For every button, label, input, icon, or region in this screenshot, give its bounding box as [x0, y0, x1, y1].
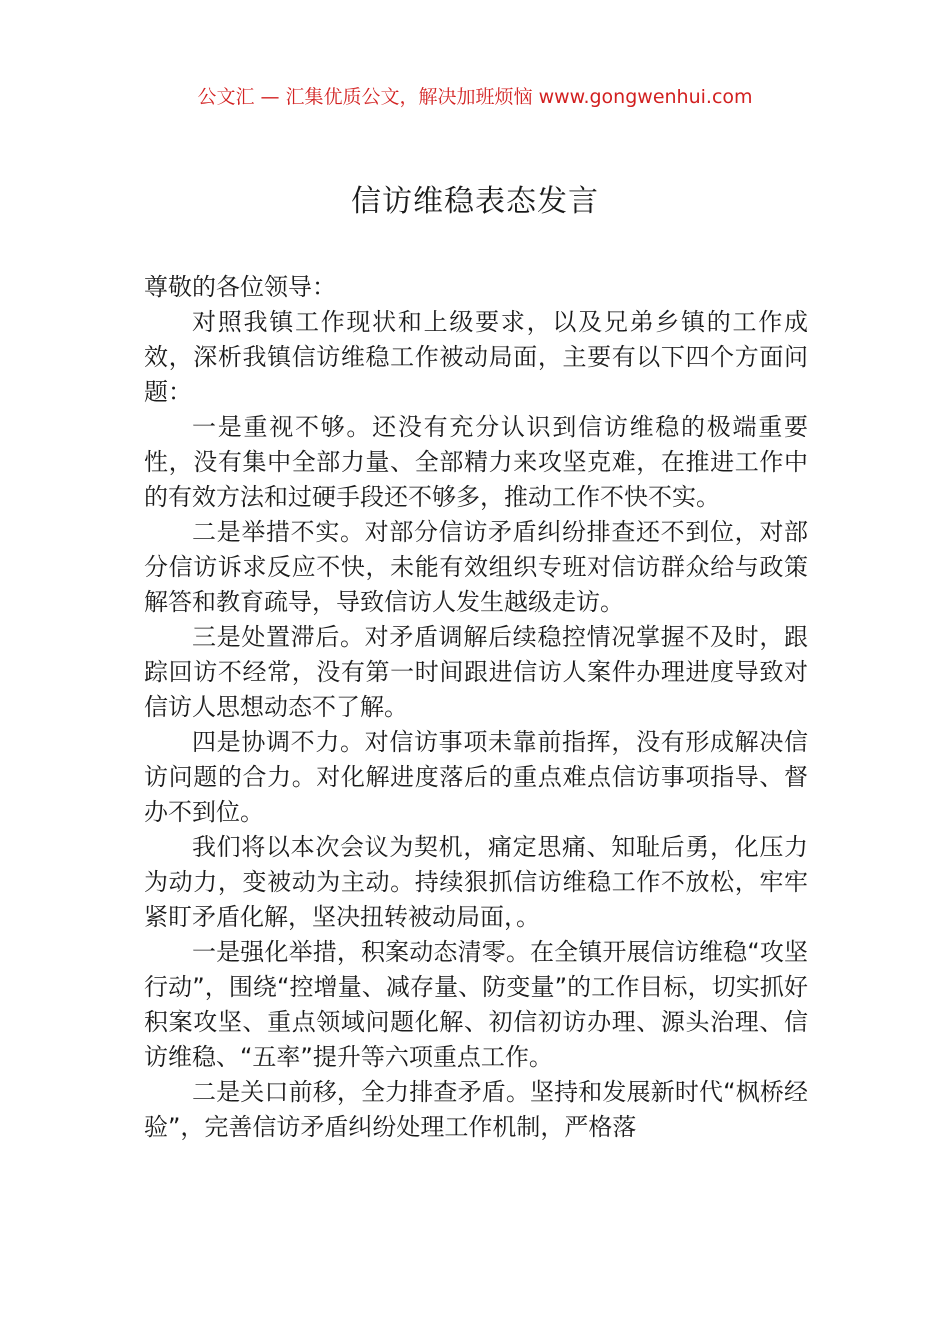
paragraph-problem-4: 四是协调不力。对信访事项未靠前指挥，没有形成解决信访问题的合力。对化解进度落后的重点难点信访事项指导、督办不到位。 — [144, 728, 808, 826]
salutation: 尊敬的各位领导： — [144, 273, 336, 301]
paragraph-measure-1: 一是强化举措，积案动态清零。在全镇开展信访维稳“攻坚行动”，围绕“控增量、减存量、防变量”的工作目标，切实抓好积案攻坚、重点领域问题化解、初信初访办理、源头治理、信访维稳、“五率”提升等六项重点工作。 — [144, 938, 808, 1071]
document-title: 信访维稳表态发言 — [351, 184, 599, 219]
document-body — [144, 270, 808, 1145]
paragraph-problem-2: 二是举措不实。对部分信访矛盾纠纷排查还不到位，对部分信访诉求反应不快，未能有效组织专班对信访群众给与政策解答和教育疏导，导致信访人发生越级走访。 — [144, 518, 808, 616]
paragraph-measure-2: 二是关口前移，全力排查矛盾。坚持和发展新时代“枫桥经验”，完善信访矛盾纠纷处理工作机制，严格落 — [144, 1078, 808, 1141]
header-banner: 公文汇 — 汇集优质公文，解决加班烦恼 www.gongwenhui.com — [197, 86, 753, 108]
paragraph-intro: 对照我镇工作现状和上级要求，以及兄弟乡镇的工作成效，深析我镇信访维稳工作被动局面，主要有以下四个方面问题： — [144, 308, 808, 406]
paragraph-problem-1: 一是重视不够。还没有充分认识到信访维稳的极端重要性，没有集中全部力量、全部精力来攻坚克难，在推进工作中的有效方法和过硬手段还不够多，推动工作不快不实。 — [144, 413, 808, 511]
paragraph-commitment: 我们将以本次会议为契机，痛定思痛、知耻后勇，化压力为动力，变被动为主动。持续狠抓信访维稳工作不放松，牢牢紧盯矛盾化解，坚决扭转被动局面，。 — [144, 833, 808, 931]
paragraph-problem-3: 三是处置滞后。对矛盾调解后续稳控情况掌握不及时，跟踪回访不经常，没有第一时间跟进信访人案件办理进度导致对信访人思想动态不了解。 — [144, 623, 808, 721]
